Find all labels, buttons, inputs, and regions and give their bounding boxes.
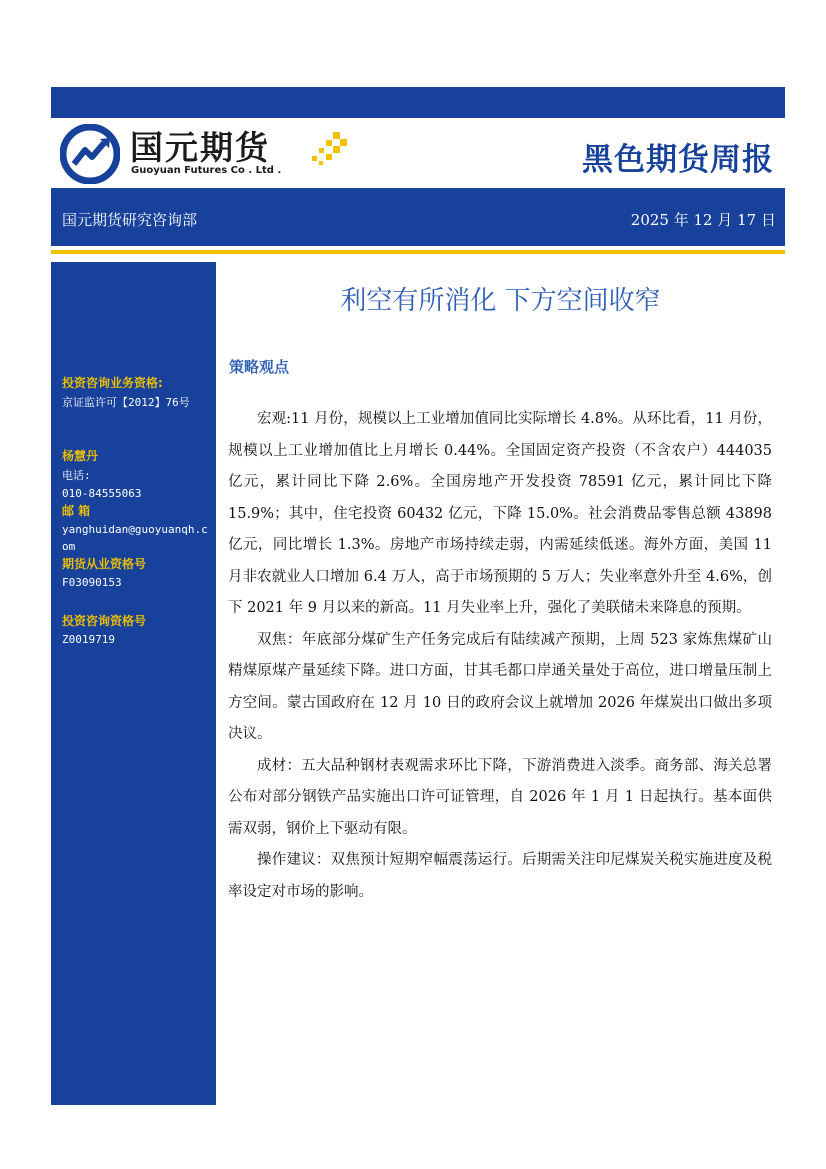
header-top-bar bbox=[51, 87, 785, 118]
phone-value: 010-84555063 bbox=[62, 487, 142, 500]
paragraph-coking: 双焦：年底部分煤矿生产任务完成后有陆续减产预期，上周 523 家炼焦煤矿山精煤原煤产量延续下降。进口方面，甘其毛都口岸通关量处于高位，进口增量压制上方空间。蒙古国政府在 12 月 10 日的政府会议上就增加 2026 年煤炭出口做出多项决议。 bbox=[228, 631, 772, 742]
qualification-label: 投资咨询业务资格: bbox=[62, 376, 163, 390]
gold-divider bbox=[51, 250, 785, 254]
paragraph-macro: 宏观:11 月份，规模以上工业增加值同比实际增长 4.8%。从环比看，11 月份，规模以上工业增加值比上月增长 0.44%。全国固定资产投资（不含农户）444035 亿元，累计同比下降 2.6%。全国房地产开发投资 78591 亿元，累计同比下降 15.9%；其中，住宅投资 60432 亿元，下降 15.0%。社会消费品零售总额 43898 亿元，同比增长 1.3%。房地产市场持续走弱，内需延续低迷。海外方面，美国 11 月非农就业人口增加 6.4 万人，高于市场预期的 5 万人；失业率意外升至 4.6%，创下 2021 年 9 月以来的新高。11 月失业率上升，强化了美联储未来降息的预期。 bbox=[228, 411, 772, 616]
paragraph-advice: 操作建议：双焦预计短期窄幅震荡运行。后期需关注印尼煤炭关税实施进度及税率设定对市场的影响。 bbox=[228, 852, 772, 900]
email-value: yanghuidan@guoyuanqh.com bbox=[62, 523, 208, 553]
report-title: 黑色期货周报 bbox=[582, 142, 774, 178]
paragraph-steel: 成材：五大品种钢材表观需求环比下降，下游消费进入淡季。商务部、海关总署公布对部分钢铁产品实施出口许可证管理，自 2026 年 1 月 1 日起执行。基本面供需双弱，钢价上下驱动有限。 bbox=[228, 757, 772, 837]
section-heading: 策略观点 bbox=[229, 358, 290, 376]
analyst-name: 杨慧丹 bbox=[62, 449, 99, 463]
qualification-value: 京证监许可【2012】76号 bbox=[62, 396, 190, 409]
subheader-bar bbox=[51, 188, 785, 246]
report-date: 2025 年 12 月 17 日 bbox=[630, 211, 776, 229]
logo-text-en: Guoyuan Futures Co . Ltd . bbox=[131, 165, 282, 176]
consult-label: 投资咨询资格号 bbox=[62, 614, 147, 628]
practice-label: 期货从业资格号 bbox=[62, 557, 147, 571]
guoyuan-logo-icon bbox=[60, 124, 120, 184]
article-title: 利空有所消化 下方空间收窄 bbox=[340, 286, 661, 316]
phone-label: 电话: bbox=[62, 469, 91, 482]
logo-text-cn: 国元期货 bbox=[130, 128, 270, 167]
email-label: 邮 箱 bbox=[62, 504, 91, 518]
article-body bbox=[228, 404, 772, 908]
consult-value: Z0019719 bbox=[62, 633, 115, 646]
sidebar bbox=[51, 262, 216, 1105]
department-name: 国元期货研究咨询部 bbox=[62, 211, 198, 229]
practice-value: F03090153 bbox=[62, 576, 122, 589]
gold-dots-icon bbox=[300, 128, 350, 170]
